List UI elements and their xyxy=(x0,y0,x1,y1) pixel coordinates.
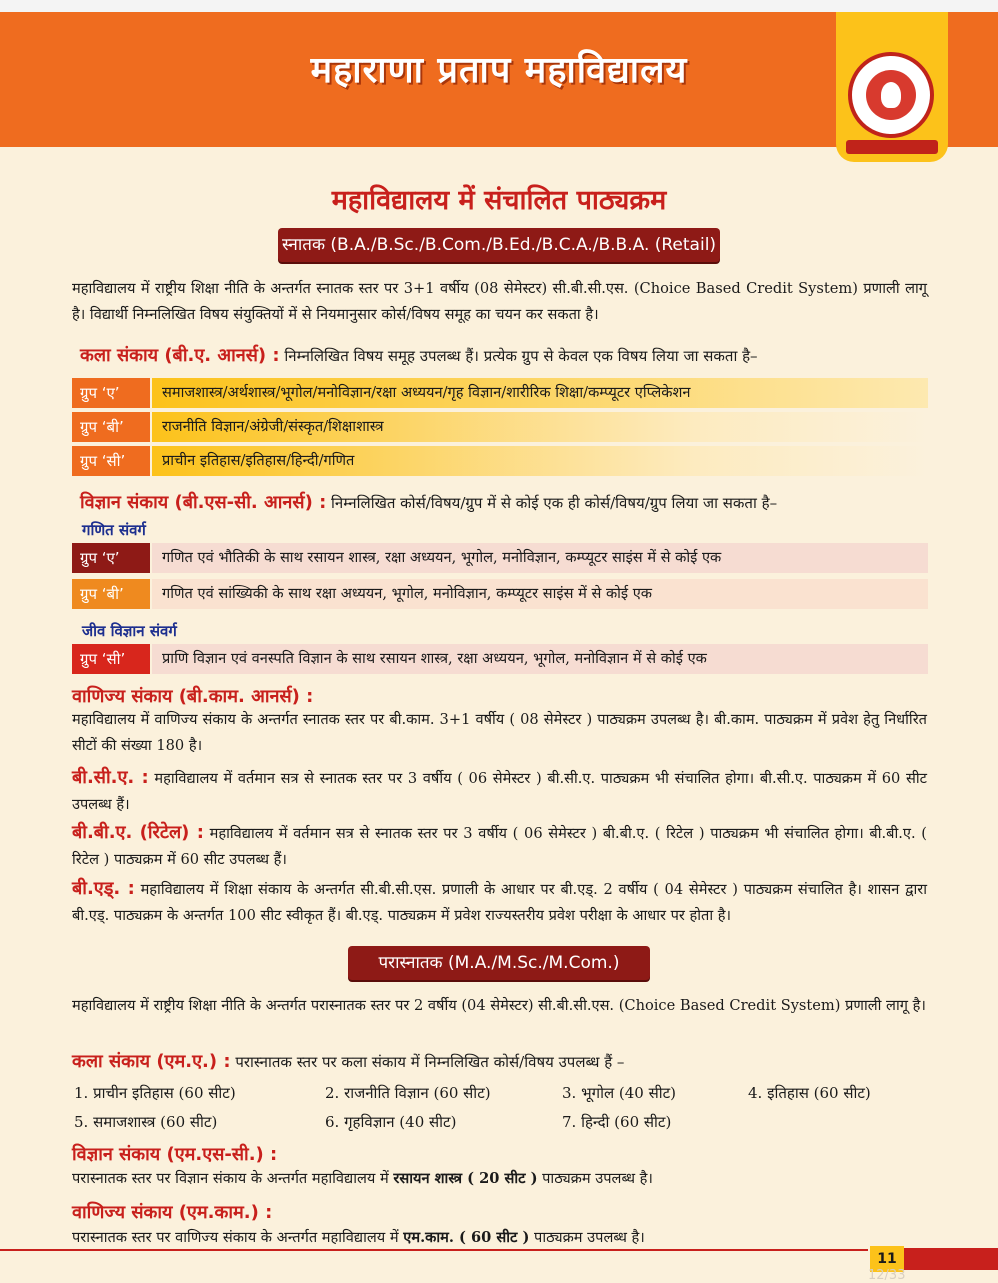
list-item: 1. प्राचीन इतिहास (60 सीट) xyxy=(74,1084,236,1102)
group-label: ग्रुप ‘ए’ xyxy=(72,378,150,408)
college-name: महाराणा प्रताप महाविद्यालय xyxy=(310,50,688,91)
ug-arts-line xyxy=(80,344,940,368)
pg-commerce-course: एम.काम. ( 60 सीट ) xyxy=(403,1229,530,1246)
bio-stream-label: जीव विज्ञान संवर्ग xyxy=(82,622,177,640)
group-label: ग्रुप ‘ए’ xyxy=(72,543,150,573)
group-label: ग्रुप ‘बी’ xyxy=(72,579,150,609)
ug-commerce-text: महाविद्यालय में वाणिज्य संकाय के अन्तर्गत स्नातक स्तर पर बी.काम. 3+1 वर्षीय ( 08 सेमेस्टर ) पाठ्यक्रम उपलब्ध है। बी.काम. पाठ्यक्रम में प्रवेश हेतु निर्धारित सीटों की संख्या 180 है। xyxy=(72,711,927,754)
pg-science-heading: विज्ञान संकाय (एम.एस-सी.) : xyxy=(72,1144,278,1165)
bba-heading: बी.बी.ए. (रिटेल) : xyxy=(72,822,204,843)
college-seal-icon xyxy=(848,52,934,138)
bca-para xyxy=(72,765,927,818)
ug-science-desc: निम्नलिखित कोर्स/विषय/ग्रुप में से कोई एक ही कोर्स/विषय/ग्रुप लिया जा सकता है– xyxy=(331,494,778,512)
list-item: 5. समाजशास्त्र (60 सीट) xyxy=(74,1113,218,1131)
logo-ribbon xyxy=(846,140,938,154)
group-text: समाजशास्त्र/अर्थशास्त्र/भूगोल/मनोविज्ञान/रक्षा अध्ययन/गृह विज्ञान/शारीरिक शिक्षा/कम्प्यूटर एप्लिकेशन xyxy=(152,378,928,408)
group-label: ग्रुप ‘बी’ xyxy=(72,412,150,442)
arts-group-b xyxy=(72,412,928,442)
top-strip xyxy=(0,0,998,12)
science-group-c xyxy=(72,644,928,674)
logo-tab xyxy=(836,12,948,162)
pg-arts-desc: परास्नातक स्तर पर कला संकाय में निम्नलिखित कोर्स/विषय उपलब्ध हैं – xyxy=(235,1053,625,1071)
pg-commerce-post: पाठ्यक्रम उपलब्ध है। xyxy=(534,1229,645,1246)
bba-para xyxy=(72,820,927,873)
pg-science-course: रसायन शास्त्र ( 20 सीट ) xyxy=(393,1170,538,1187)
arts-group-c xyxy=(72,446,928,476)
ug-arts-desc: निम्नलिखित विषय समूह उपलब्ध हैं। प्रत्येक ग्रुप से केवल एक विषय लिया जा सकता है– xyxy=(284,347,758,365)
bba-text: महाविद्यालय में वर्तमान सत्र से स्नातक स्तर पर 3 वर्षीय ( 06 सेमेस्टर ) बी.बी.ए. ( रिटेल ) पाठ्यक्रम भी संचालित होगा। बी.बी.ए. ( रिटेल ) पाठ्यक्रम में 60 सीट उपलब्ध हैं। xyxy=(72,825,927,868)
pg-arts-heading: कला संकाय (एम.ए.) : xyxy=(72,1051,231,1072)
bed-heading: बी.एड्. : xyxy=(72,878,135,899)
math-stream-label: गणित संवर्ग xyxy=(82,521,146,539)
pg-pill: परास्नातक (M.A./M.Sc./M.Com.) xyxy=(348,946,650,980)
pg-commerce-text xyxy=(72,1225,927,1251)
page-counter-overlay: 12/33 xyxy=(868,1268,906,1283)
ug-arts-heading: कला संकाय (बी.ए. आनर्स) : xyxy=(80,345,280,366)
pg-science-text xyxy=(72,1166,927,1192)
science-group-a xyxy=(72,543,928,573)
bed-text: महाविद्यालय में शिक्षा संकाय के अन्तर्गत सी.बी.सी.एस. प्रणाली के आधार पर बी.एड्. 2 वर्षीय ( 04 सेमेस्टर ) पाठ्यक्रम संचालित है। शासन द्वारा बी.एड्. पाठ्यक्रम के अन्तर्गत 100 सीट स्वीकृत हैं। बी.एड्. पाठ्यक्रम में प्रवेश राज्यस्तरीय प्रवेश परीक्षा के आधार पर होता है। xyxy=(72,881,927,924)
list-item: 4. इतिहास (60 सीट) xyxy=(748,1084,871,1102)
bed-para xyxy=(72,876,927,929)
pg-intro: महाविद्यालय में राष्ट्रीय शिक्षा नीति के अन्तर्गत परास्नातक स्तर पर 2 वर्षीय (04 सेमेस्टर) सी.बी.सी.एस. (Choice Based Credit System) प्रणाली लागू है। xyxy=(72,997,926,1014)
group-text: राजनीति विज्ञान/अंग्रेजी/संस्कृत/शिक्षाशास्त्र xyxy=(152,412,928,442)
ug-science-heading: विज्ञान संकाय (बी.एस-सी. आनर्स) : xyxy=(80,492,327,513)
group-text: प्राचीन इतिहास/इतिहास/हिन्दी/गणित xyxy=(152,446,928,476)
arts-group-a xyxy=(72,378,928,408)
science-group-b xyxy=(72,579,928,609)
group-text: गणित एवं भौतिकी के साथ रसायन शास्त्र, रक्षा अध्ययन, भूगोल, मनोविज्ञान, कम्प्यूटर साइंस में से कोई एक xyxy=(152,543,928,573)
list-item: 3. भूगोल (40 सीट) xyxy=(562,1084,677,1102)
bca-text: महाविद्यालय में वर्तमान सत्र से स्नातक स्तर पर 3 वर्षीय ( 06 सेमेस्टर ) बी.सी.ए. पाठ्यक्रम भी संचालित होगा। बी.सी.ए. पाठ्यक्रम में 60 सीट उपलब्ध हैं। xyxy=(72,770,927,813)
pg-science-post: पाठ्यक्रम उपलब्ध है। xyxy=(542,1170,653,1187)
group-label: ग्रुप ‘सी’ xyxy=(72,446,150,476)
ug-science-line xyxy=(80,491,960,515)
list-item: 2. राजनीति विज्ञान (60 सीट) xyxy=(325,1084,491,1102)
list-item: 7. हिन्दी (60 सीट) xyxy=(562,1113,672,1131)
pg-commerce-heading: वाणिज्य संकाय (एम.काम.) : xyxy=(72,1202,273,1223)
list-item: 6. गृहविज्ञान (40 सीट) xyxy=(325,1113,457,1131)
footer-bar xyxy=(904,1248,998,1270)
pg-arts-line xyxy=(72,1050,952,1074)
page-number: 11 xyxy=(870,1246,904,1272)
ug-intro: महाविद्यालय में राष्ट्रीय शिक्षा नीति के अन्तर्गत स्नातक स्तर पर 3+1 वर्षीय (08 सेमेस्टर) सी.बी.सी.एस. (Choice Based Credit System) प्रणाली लागू है। विद्यार्थी निम्नलिखित विषय संयुक्तियों में से नियमानुसार कोर्स/विषय समूह का चयन कर सकता है। xyxy=(72,280,927,323)
group-label: ग्रुप ‘सी’ xyxy=(72,644,150,674)
group-text: प्राणि विज्ञान एवं वनस्पति विज्ञान के साथ रसायन शास्त्र, रक्षा अध्ययन, भूगोल, मनोविज्ञान में से कोई एक xyxy=(152,644,928,674)
group-text: गणित एवं सांख्यिकी के साथ रक्षा अध्ययन, भूगोल, मनोविज्ञान, कम्प्यूटर साइंस में से कोई एक xyxy=(152,579,928,609)
footer-rule xyxy=(0,1249,868,1251)
page-title: महाविद्यालय में संचालित पाठ्यक्रम xyxy=(331,185,667,216)
pg-commerce-pre: परास्नातक स्तर पर वाणिज्य संकाय के अन्तर्गत महाविद्यालय में xyxy=(72,1229,399,1246)
ug-commerce-heading: वाणिज्य संकाय (बी.काम. आनर्स) : xyxy=(72,686,314,707)
ug-pill: स्नातक (B.A./B.Sc./B.Com./B.Ed./B.C.A./B.B.A. (Retail) xyxy=(278,228,720,262)
bca-heading: बी.सी.ए. : xyxy=(72,767,149,788)
pg-science-pre: परास्नातक स्तर पर विज्ञान संकाय के अन्तर्गत महाविद्यालय में xyxy=(72,1170,389,1187)
